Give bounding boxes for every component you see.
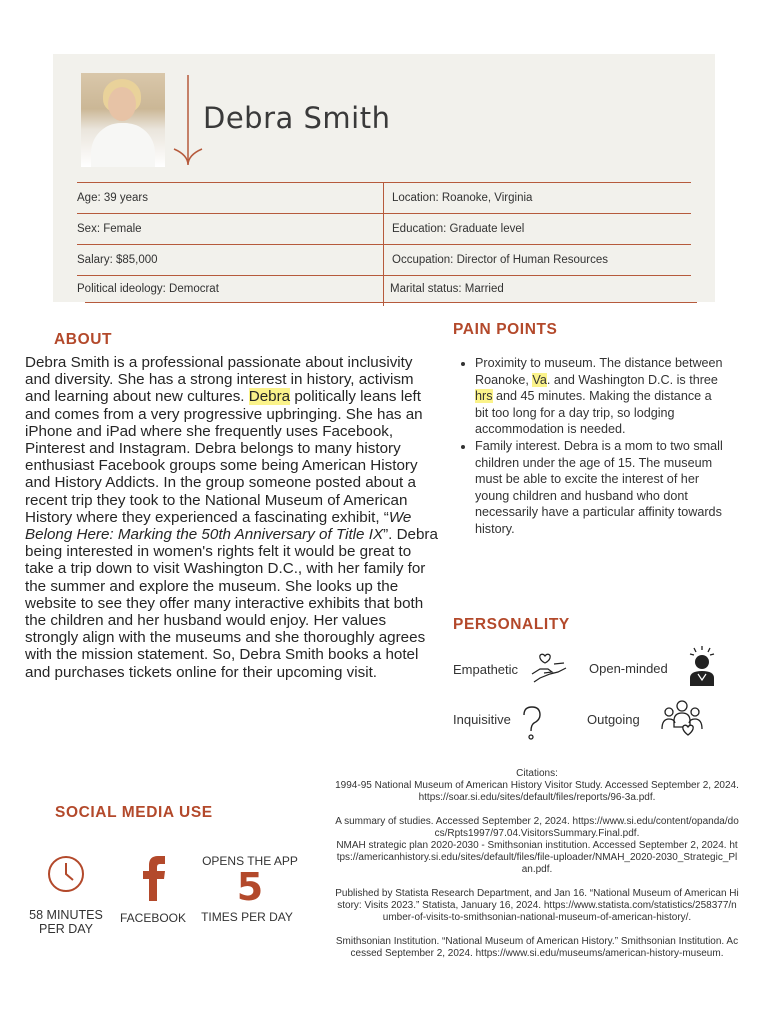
occupation-value: Occupation: Director of Human Resources	[392, 254, 609, 266]
times-per-day-label: TIMES PER DAY	[201, 910, 293, 924]
facebook-label: FACEBOOK	[119, 911, 187, 925]
down-arrow-icon	[172, 75, 204, 167]
facebook-icon	[141, 855, 167, 901]
sex-value: Sex: Female	[77, 223, 142, 235]
citation-item: Published by Statista Research Department, and Jan 16. “National Museum of American History: Visits 2023.” Statista, January 16, 2024. https://www.statista.com/statistics/258377/number-of-visits-to-smithsonian-national-museum-of-american-history/.	[335, 888, 739, 923]
details-row	[77, 182, 691, 214]
citation-item: Smithsonian Institution. “National Museum of American History.” Smithsonian Institution. Accessed September 2, 2024. https://www.si.edu/museums/american-history-museum.	[335, 936, 739, 959]
details-row	[77, 244, 691, 276]
details-row	[77, 213, 691, 245]
details-bottom-rule	[85, 302, 697, 303]
trait-empathetic: Empathetic	[453, 662, 519, 677]
marital-value: Marital status: Married	[390, 283, 504, 295]
political-value: Political ideology: Democrat	[77, 283, 219, 295]
clock-icon	[47, 855, 85, 893]
times-per-day-value: 5	[236, 865, 264, 909]
details-divider	[383, 182, 384, 306]
social-media-heading: SOCIAL MEDIA USE	[55, 804, 213, 821]
question-mark-icon	[519, 705, 545, 741]
salary-value: Salary: $85,000	[77, 254, 158, 266]
personality-heading: PERSONALITY	[453, 616, 570, 633]
list-item: • Proximity to museum. The distance between Roanoke, Va. and Washington D.C. is three hrs and 45 minutes. Making the distance a bit too long for a day trip, so lodging accommodation is needed.	[475, 355, 725, 438]
open-mind-person-icon	[686, 644, 718, 688]
minutes-per-day-label: 58 MINUTES PER DAY	[29, 908, 103, 936]
handshake-heart-icon	[530, 652, 568, 686]
citation-item: A summary of studies. Accessed September 2, 2024. https://www.si.edu/content/opanda/docs/Rpts1997/97.04.VisitorsSummary.Final.pdf.	[335, 816, 739, 839]
citation-item: 1994-95 National Museum of American History Visitor Study. Accessed September 2, 2024. https://soar.si.edu/sites/default/files/reports/96-3a.pdf.	[335, 780, 739, 803]
opens-app-label: OPENS THE APP	[202, 854, 298, 868]
trait-inquisitive: Inquisitive	[453, 712, 511, 727]
persona-name: Debra Smith	[203, 101, 391, 135]
about-heading: ABOUT	[54, 331, 113, 348]
pain-points-heading: PAIN POINTS	[453, 321, 558, 338]
citations-heading: Citations:	[516, 768, 558, 779]
age-value: Age: 39 years	[77, 192, 148, 204]
education-value: Education: Graduate level	[392, 223, 525, 235]
citation-item: NMAH strategic plan 2020-2030 - Smithsonian institution. Accessed September 2, 2024. https://americanhistory.si.edu/sites/default/files/file-uploader/NMAH_2020-2030_Strategic_Plan.pdf.	[336, 840, 738, 875]
pain-points-list	[455, 355, 725, 538]
trait-outgoing: Outgoing	[587, 712, 640, 727]
citations	[335, 768, 739, 972]
group-people-icon	[660, 699, 704, 739]
list-item: • Family interest. Debra is a mom to two small children under the age of 15. The museum must be able to excite the interest of her young children and husband who dont necessarily have a particular affinity towards history.	[475, 438, 725, 538]
trait-open-minded: Open-minded	[589, 661, 668, 676]
about-paragraph: Debra Smith is a professional passionate about inclusivity and diversity. She has a strong interest in history, activism and learning about new cultures. Debra politically leans left and comes from a very progressive upbringing. She has an iPhone and iPad where she frequently uses Facebook, Pinterest and Instagram. Debra belongs to many history enthusiast Facebook groups some being American History and History Addicts. In the group someone posted about a recent trip they took to the National Museum of American History where they experienced a fascinating exhibit, “We Belong Here: Marking the 50th Anniversary of Title IX”. Debra being interested in women's rights felt it would be great to take a trip down to visit Washington D.C., with her family for the summer and explore the museum. She looks up the website to see they offer many interactive exhibits that both the children and her husband would enjoy. Her values strongly align with the museums and she thoroughly agrees with the mission statement. So, Debra Smith books a hotel and purchases tickets online for their upcoming visit.	[25, 354, 438, 681]
location-value: Location: Roanoke, Virginia	[392, 192, 533, 204]
highlight-debra: Debra	[248, 388, 291, 406]
exhibit-title: We Belong Here: Marking the 50th Anniversary of Title IX	[25, 508, 412, 544]
profile-photo	[81, 73, 165, 167]
